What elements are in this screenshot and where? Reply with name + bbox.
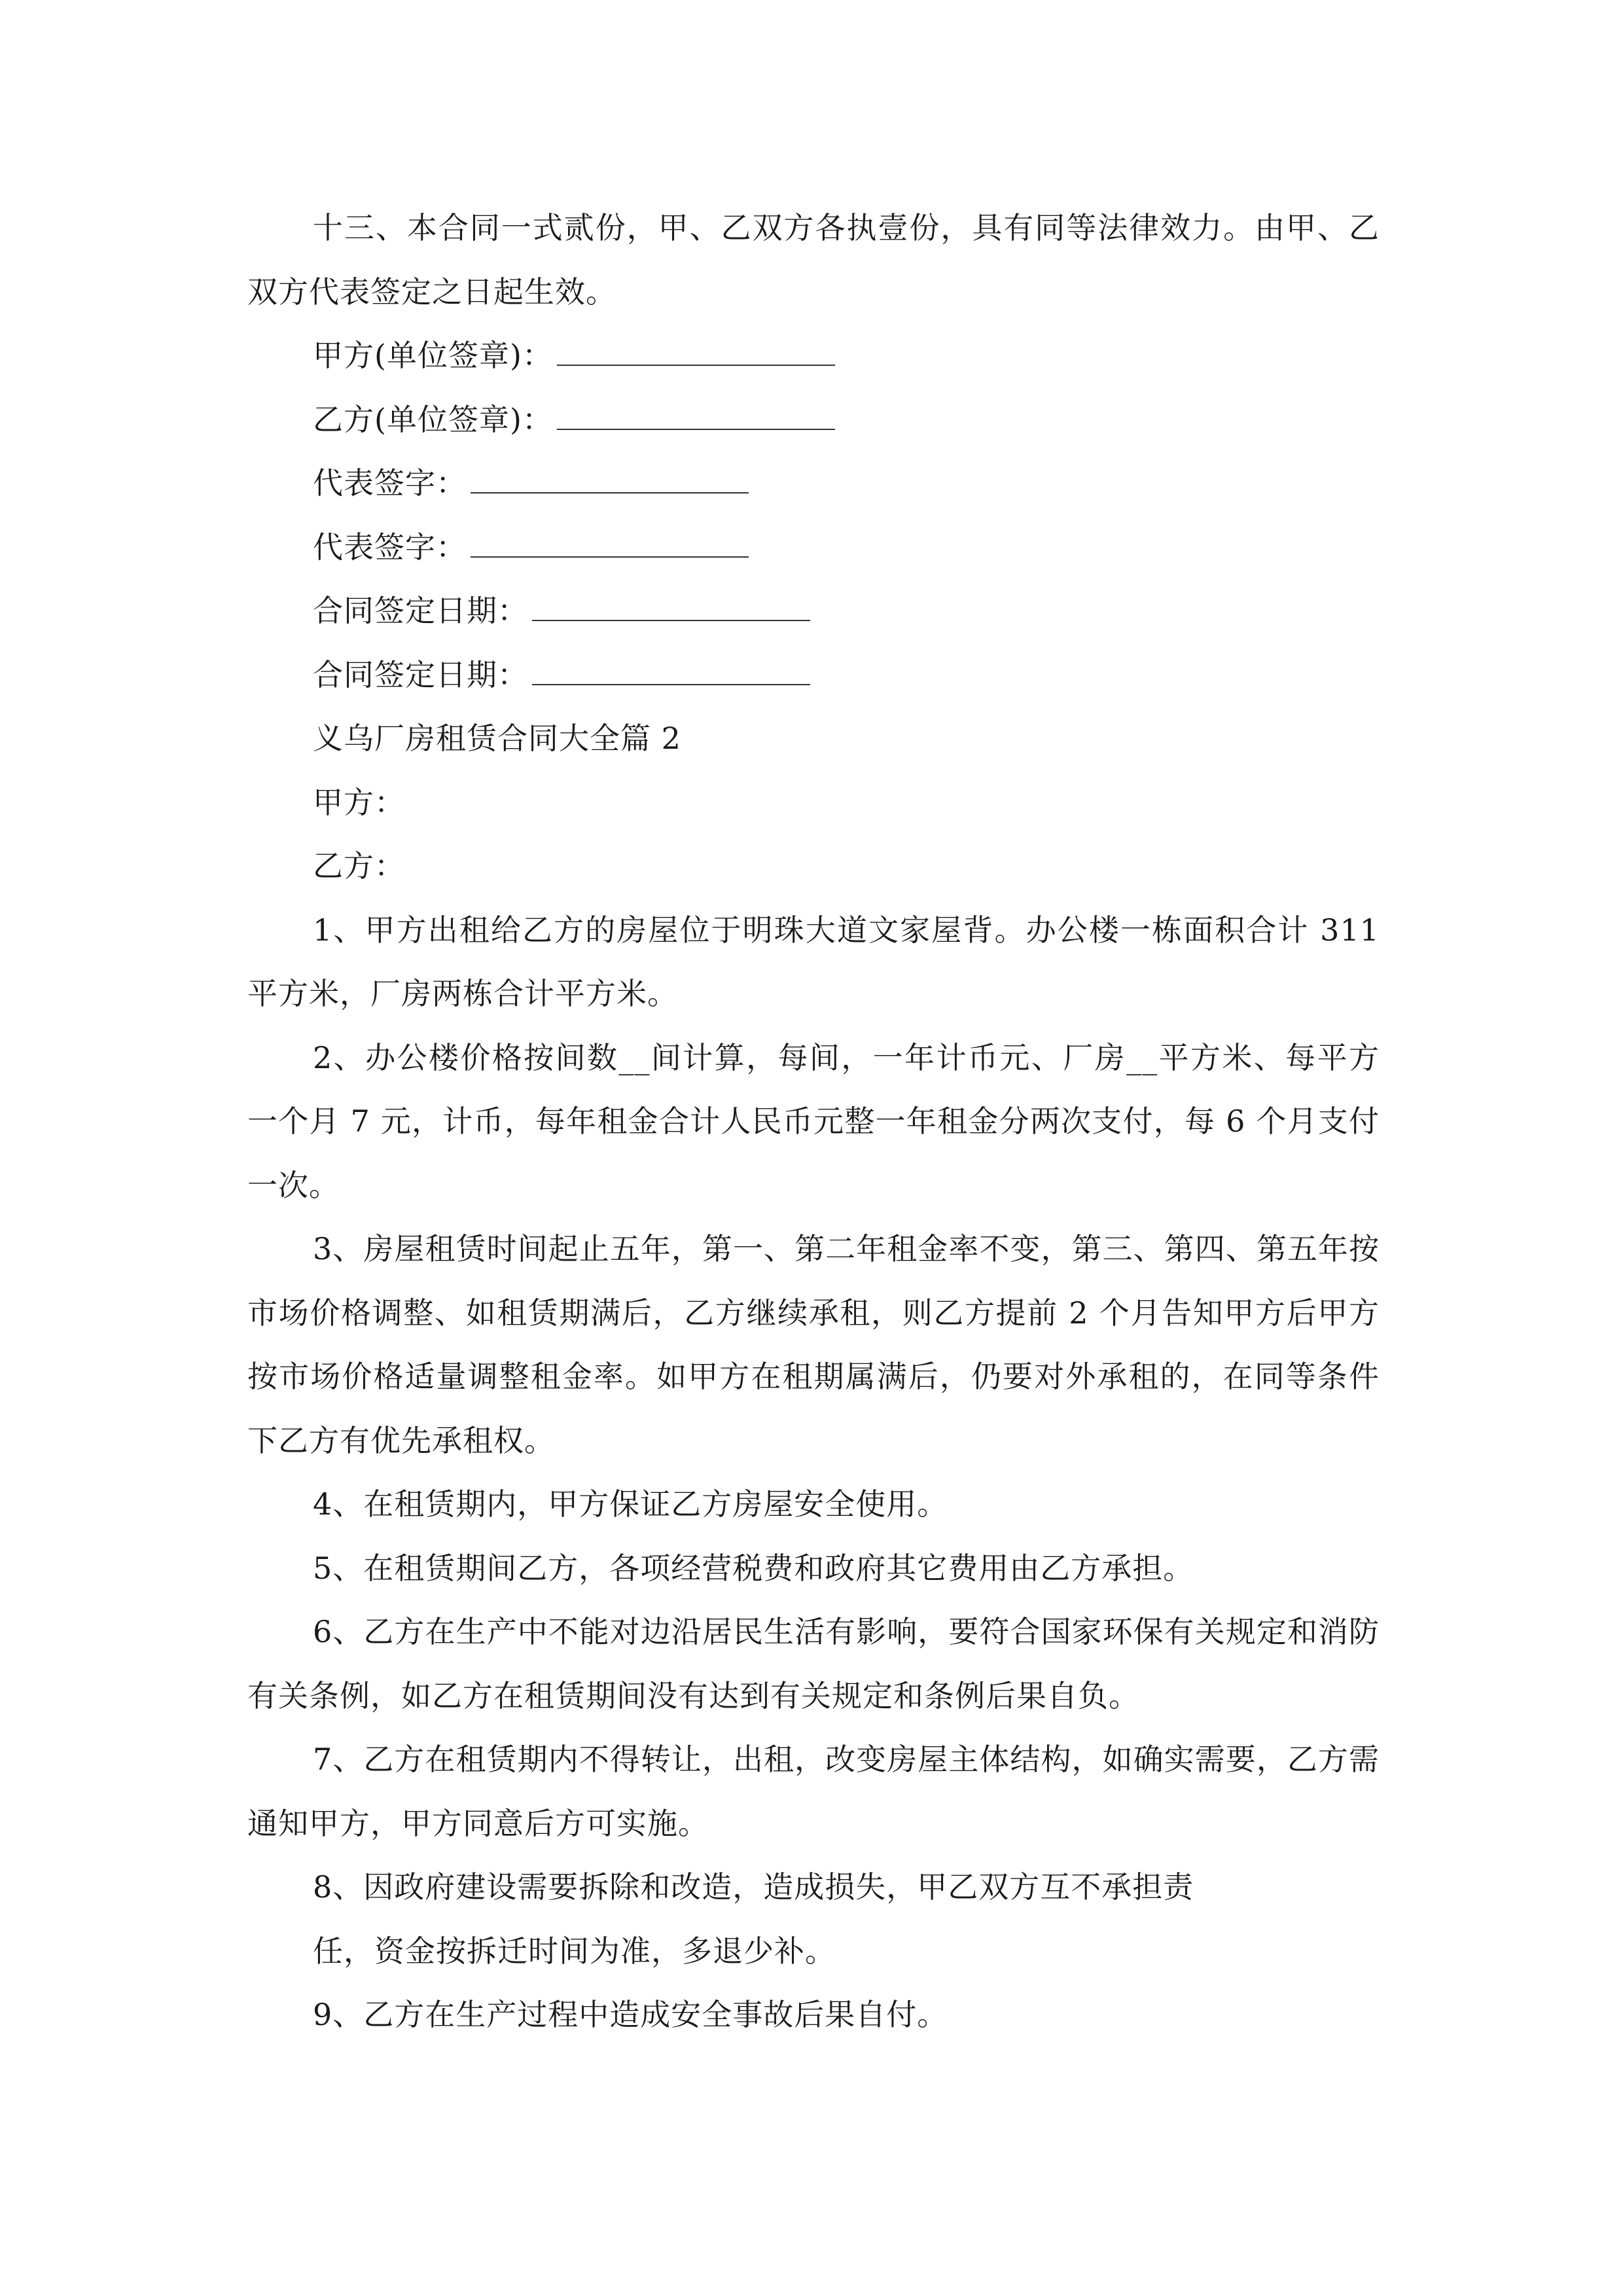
signature-label: 乙方(单位签章)： (313, 401, 553, 437)
signature-line-party-a (247, 324, 1380, 388)
signature-label: 代表签字： (313, 529, 467, 565)
signature-line-date-b (247, 643, 1380, 708)
clause-13: 十三、本合同一式贰份，甲、乙双方各执壹份，具有同等法律效力。由甲、乙双方代表签定之日起生效。 (247, 210, 1380, 310)
clause-3: 3、房屋租赁时间起止五年，第一、第二年租金率不变，第三、第四、第五年按市场价格调整、如租赁期满后，乙方继续承租，则乙方提前 2 个月告知甲方后甲方按市场价格适量调整租金率。如甲方在租期属满后，仍要对外承租的，在同等条件下乙方有优先承租权。 (247, 1231, 1380, 1458)
signature-line-representative-b (247, 516, 1380, 580)
clause-8-line-2: 任，资金按拆迁时间为准，多退少补。 (313, 1933, 836, 1969)
signature-blank (532, 684, 810, 685)
signature-blank (471, 556, 749, 558)
document-body (247, 196, 1380, 2047)
clause-1: 1、甲方出租给乙方的房屋位于明珠大道文家屋背。办公楼一栋面积合计 311 平方米，厂房两栋合计平方米。 (247, 912, 1380, 1011)
signature-blank (557, 429, 835, 430)
signature-line-date-a (247, 579, 1380, 643)
clause-2: 2、办公楼价格按间数__间计算，每间，一年计币元、厂房__平方米、每平方一个月 7 元，计币，每年租金合计人民币元整一年租金分两次支付，每 6 个月支付一次。 (247, 1039, 1380, 1203)
party-a-label: 甲方： (313, 784, 405, 820)
signature-line-representative-a (247, 452, 1380, 516)
section-title: 义乌厂房租赁合同大全篇 2 (313, 721, 681, 756)
clause-9: 9、乙方在生产过程中造成安全事故后果自付。 (313, 1997, 948, 2032)
clause-4: 4、在租赁期内，甲方保证乙方房屋安全使用。 (313, 1486, 948, 1522)
signature-label: 合同签定日期： (313, 593, 528, 628)
signature-blank (532, 620, 810, 621)
signature-label: 代表签字： (313, 465, 467, 501)
clause-8-line-1: 8、因政府建设需要拆除和改造，造成损失，甲乙双方互不承担责 (313, 1869, 1194, 1905)
signature-label: 甲方(单位签章)： (313, 338, 553, 373)
signature-blank (557, 365, 835, 366)
party-b-label: 乙方： (313, 848, 405, 884)
signature-label: 合同签定日期： (313, 656, 528, 692)
signature-blank (471, 492, 749, 493)
signature-line-party-b (247, 388, 1380, 452)
clause-5: 5、在租赁期间乙方，各项经营税费和政府其它费用由乙方承担。 (313, 1550, 1194, 1586)
clause-6: 6、乙方在生产中不能对边沿居民生活有影响，要符合国家环保有关规定和消防有关条例，如乙方在租赁期间没有达到有关规定和条例后果自负。 (247, 1614, 1380, 1713)
clause-7: 7、乙方在租赁期内不得转让，出租，改变房屋主体结构，如确实需要，乙方需通知甲方，甲方同意后方可实施。 (247, 1742, 1380, 1841)
